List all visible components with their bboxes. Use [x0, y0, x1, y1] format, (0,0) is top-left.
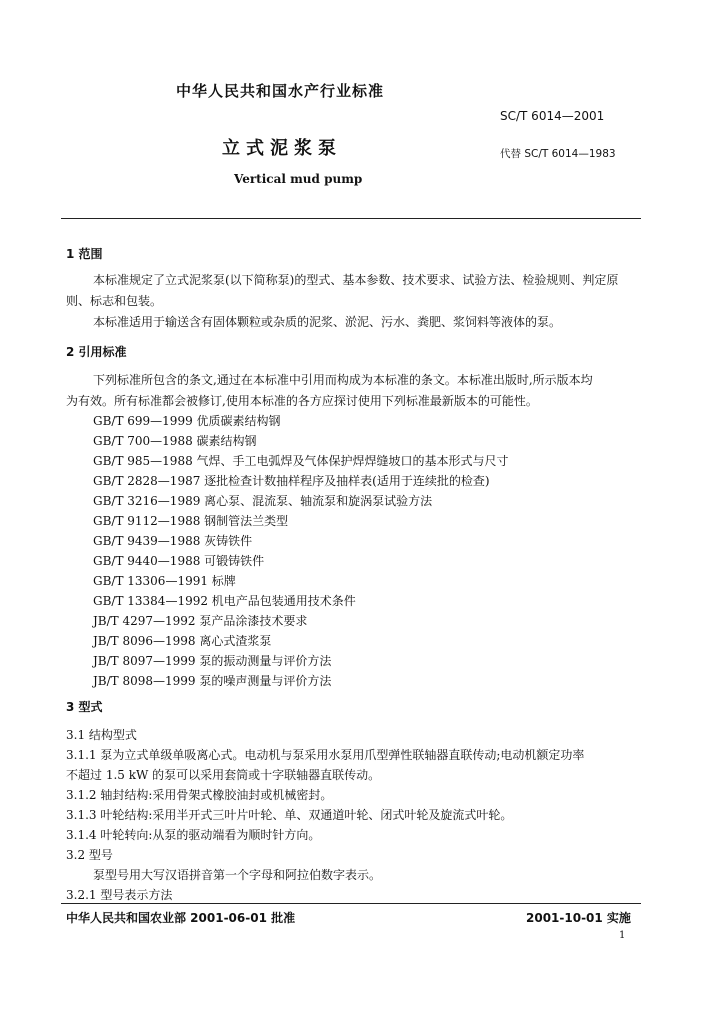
clause-3-1-1-line-2: 不超过 1.5 kW 的泵可以采用套筒或十字联轴器直联传动。	[66, 768, 381, 782]
standard-code: SC/T 6014—2001	[500, 109, 605, 123]
reference-item: GB/T 3216—1989 离心泵、混流泵、轴流泵和旋涡泵试验方法	[93, 494, 433, 508]
reference-item: JB/T 8096—1998 离心式渣浆泵	[93, 634, 272, 648]
reference-item: GB/T 13384—1992 机电产品包装通用技术条件	[93, 594, 356, 608]
reference-item: GB/T 985—1988 气焊、手工电弧焊及气体保护焊焊缝坡口的基本形式与尺寸	[93, 454, 509, 468]
section-1-para-1-line-1: 本标准规定了立式泥浆泵(以下简称泵)的型式、基本参数、技术要求、试验方法、检验规则、判定原	[93, 273, 619, 287]
section-1-heading: 1 范围	[66, 247, 103, 261]
clause-3-2-text: 泵型号用大写汉语拼音第一个字母和阿拉伯数字表示。	[93, 868, 382, 882]
reference-item: JB/T 4297—1992 泵产品涂漆技术要求	[93, 614, 308, 628]
approval-statement: 中华人民共和国农业部 2001-06-01 批准	[66, 911, 296, 925]
section-3-heading: 3 型式	[66, 700, 103, 714]
footer-divider	[61, 903, 641, 904]
clause-3-2-1: 3.2.1 型号表示方法	[66, 888, 173, 902]
reference-item: JB/T 8098—1999 泵的噪声测量与评价方法	[93, 674, 332, 688]
section-2-heading: 2 引用标准	[66, 345, 127, 359]
reference-item: GB/T 9439—1988 灰铸铁件	[93, 534, 253, 548]
reference-item: GB/T 9112—1988 钢制管法兰类型	[93, 514, 289, 528]
clause-3-1-2: 3.1.2 轴封结构:采用骨架式橡胶油封或机械密封。	[66, 788, 333, 802]
reference-item: JB/T 8097—1999 泵的振动测量与评价方法	[93, 654, 332, 668]
document-title-chinese: 立式泥浆泵	[222, 138, 342, 159]
section-2-intro-line-1: 下列标准所包含的条文,通过在本标准中引用而构成为本标准的条文。本标准出版时,所示版本均	[93, 373, 593, 387]
implementation-date: 2001-10-01 实施	[526, 911, 631, 925]
section-1-para-2: 本标准适用于输送含有固体颗粒或杂质的泥浆、淤泥、污水、粪肥、浆饲料等液体的泵。	[93, 315, 562, 329]
section-1-para-1-line-2: 则、标志和包装。	[66, 294, 163, 308]
reference-item: GB/T 9440—1988 可锻铸铁件	[93, 554, 265, 568]
section-2-intro-line-2: 为有效。所有标准都会被修订,使用本标准的各方应探讨使用下列标准最新版本的可能性。	[66, 394, 538, 408]
reference-item: GB/T 2828—1987 逐批检查计数抽样程序及抽样表(适用于连续批的检查)	[93, 474, 490, 488]
page-number: 1	[619, 930, 626, 941]
reference-item: GB/T 13306—1991 标牌	[93, 574, 236, 588]
issuing-organization: 中华人民共和国水产行业标准	[176, 82, 385, 100]
clause-3-1-1-line-1: 3.1.1 泵为立式单级单吸离心式。电动机与泵采用水泵用爪型弹性联轴器直联传动;电动机额定功率	[66, 748, 585, 762]
clause-3-1: 3.1 结构型式	[66, 728, 137, 742]
header-divider	[61, 218, 641, 219]
replaces-standard: 代替 SC/T 6014—1983	[500, 148, 616, 160]
clause-3-1-3: 3.1.3 叶轮结构:采用半开式三叶片叶轮、单、双通道叶轮、闭式叶轮及旋流式叶轮。	[66, 808, 513, 822]
clause-3-2: 3.2 型号	[66, 848, 113, 862]
reference-item: GB/T 699—1999 优质碳素结构钢	[93, 414, 281, 428]
document-title-english: Vertical mud pump	[234, 172, 363, 186]
reference-item: GB/T 700—1988 碳素结构钢	[93, 434, 257, 448]
clause-3-1-4: 3.1.4 叶轮转向:从泵的驱动端看为顺时针方向。	[66, 828, 321, 842]
